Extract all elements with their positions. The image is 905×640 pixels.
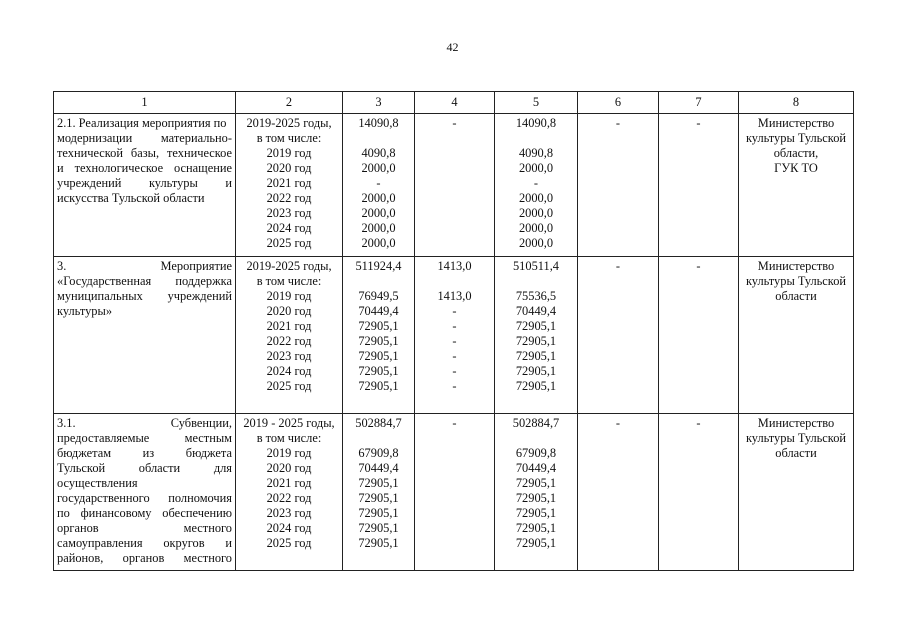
cell-line: 70449,4 (515, 461, 557, 475)
cell-line: 3.1. Субвенции, (57, 416, 232, 430)
cell-line: 72905,1 (515, 521, 557, 535)
cell-line: 2020 год (266, 461, 312, 475)
cell-line: технической базы, техническое (57, 146, 232, 160)
table-row (54, 414, 854, 571)
cell-line: 502884,7 (355, 416, 402, 430)
cell-line: области, (773, 146, 819, 160)
cell-line (346, 431, 411, 446)
cell-line: 2021 год (266, 476, 312, 490)
cell-line: 70449,4 (515, 304, 557, 318)
cell-line: культуры» (57, 304, 113, 318)
total-funding-cell (343, 257, 415, 414)
cell-line: Министерство (757, 116, 835, 130)
cell-line: 72905,1 (515, 506, 557, 520)
cell-line: культуры Тульской (745, 131, 847, 145)
federal-budget-cell (415, 257, 495, 414)
cell-line: 511924,4 (355, 259, 402, 273)
cell-line: 2023 год (266, 349, 312, 363)
cell-line: - (696, 259, 701, 273)
cell-line: 2019 год (266, 146, 312, 160)
cell-line: 72905,1 (358, 379, 399, 393)
cell-line: 2019 год (266, 289, 312, 303)
cell-line: 2019 год (266, 446, 312, 460)
cell-line: 70449,4 (358, 461, 399, 475)
cell-line: муниципальных учреждений (57, 289, 232, 303)
cell-line: Министерство (757, 259, 835, 273)
cell-line: - (452, 416, 457, 430)
cell-line: 72905,1 (358, 334, 399, 348)
cell-line: - (696, 416, 701, 430)
measure-name-cell (54, 414, 236, 571)
extrabudget-cell (659, 414, 739, 571)
cell-line (498, 274, 574, 289)
cell-line: 2.1. Реализация мероприятия по (57, 116, 227, 130)
cell-line: модернизации материально- (57, 131, 232, 145)
cell-line: 72905,1 (358, 506, 399, 520)
cell-line: 2020 год (266, 304, 312, 318)
local-budget-cell (578, 414, 659, 571)
cell-line: 2023 год (266, 506, 312, 520)
cell-line: 2023 год (266, 206, 312, 220)
period-cell (236, 114, 343, 257)
extrabudget-cell (659, 257, 739, 414)
cell-line: культуры Тульской (745, 431, 847, 445)
cell-line: - (452, 349, 457, 363)
cell-line: 2019 - 2025 годы, (243, 416, 335, 430)
cell-line: 2000,0 (518, 221, 554, 235)
cell-line: 2021 год (266, 176, 312, 190)
cell-line (498, 131, 574, 146)
cell-line: и технологическое оснащение (57, 161, 232, 175)
cell-line: 2024 год (266, 364, 312, 378)
cell-line: области (775, 446, 817, 460)
cell-line: - (452, 319, 457, 333)
table-row (54, 114, 854, 257)
cell-line: 2000,0 (361, 206, 396, 220)
measure-name-cell (54, 257, 236, 414)
cell-line: 72905,1 (515, 379, 557, 393)
cell-line: 72905,1 (515, 476, 557, 490)
cell-line: - (615, 416, 621, 430)
cell-line: 72905,1 (358, 476, 399, 490)
cell-line: 72905,1 (358, 364, 399, 378)
column-header: 5 (495, 92, 578, 114)
cell-line: 67909,8 (358, 446, 399, 460)
local-budget-cell (578, 257, 659, 414)
cell-line: 70449,4 (358, 304, 399, 318)
cell-line: - (376, 176, 381, 190)
cell-line: 72905,1 (358, 491, 399, 505)
cell-line: 72905,1 (515, 319, 557, 333)
cell-line (418, 274, 491, 289)
cell-line: 72905,1 (515, 334, 557, 348)
regional-budget-cell (495, 414, 578, 571)
cell-line: 67909,8 (515, 446, 557, 460)
cell-line: в том числе: (256, 131, 322, 145)
executor-cell (739, 414, 854, 571)
cell-line: 2025 год (266, 236, 312, 250)
column-header: 2 (236, 92, 343, 114)
cell-line: 2021 год (266, 319, 312, 333)
page-number: 42 (446, 40, 459, 54)
cell-line: - (452, 334, 457, 348)
cell-line: государственного полномочия (57, 491, 232, 505)
column-header: 4 (415, 92, 495, 114)
cell-line: 72905,1 (515, 536, 557, 550)
column-header: 8 (739, 92, 854, 114)
cell-line: 2019-2025 годы, (246, 259, 332, 273)
cell-line: осуществления (57, 476, 138, 490)
measure-name-cell (54, 114, 236, 257)
cell-line: культуры Тульской (745, 274, 847, 288)
period-cell (236, 414, 343, 571)
cell-line: 2022 год (266, 334, 312, 348)
cell-line: 4090,8 (518, 146, 554, 160)
cell-line: искусства Тульской области (57, 191, 205, 205)
column-header: 1 (54, 92, 236, 114)
cell-line: 2000,0 (361, 191, 396, 205)
cell-line: области (775, 289, 817, 303)
cell-line: - (452, 116, 457, 130)
cell-line: 2022 год (266, 191, 312, 205)
cell-line: Министерство (757, 416, 835, 430)
cell-line: 3. Мероприятие (57, 259, 232, 273)
cell-line: - (615, 259, 621, 273)
cell-line: «Государственная поддержка (57, 274, 232, 288)
cell-line: по финансовому обеспечению (57, 506, 232, 520)
cell-line: 2025 год (266, 536, 312, 550)
cell-line: 2024 год (266, 221, 312, 235)
cell-line: 72905,1 (515, 364, 557, 378)
cell-line: - (615, 116, 621, 130)
regional-budget-cell (495, 257, 578, 414)
federal-budget-cell (415, 414, 495, 571)
column-header: 3 (343, 92, 415, 114)
cell-line: в том числе: (256, 431, 322, 445)
column-header: 7 (659, 92, 739, 114)
cell-line: 72905,1 (358, 521, 399, 535)
cell-line: - (533, 176, 539, 190)
cell-line: 2000,0 (361, 236, 396, 250)
cell-line: 2000,0 (518, 236, 554, 250)
cell-line: бюджетам из бюджета (57, 446, 232, 460)
cell-line: Тульской области для (57, 461, 232, 475)
cell-line: 14090,8 (358, 116, 399, 130)
cell-line: 2024 год (266, 521, 312, 535)
cell-line: 14090,8 (515, 116, 557, 130)
cell-line: 2022 год (266, 491, 312, 505)
cell-line: ГУК ТО (774, 161, 818, 175)
cell-line: в том числе: (256, 274, 322, 288)
cell-line: - (452, 304, 457, 318)
period-cell (236, 257, 343, 414)
cell-line (346, 131, 411, 146)
cell-line: 2020 год (266, 161, 312, 175)
local-budget-cell (578, 114, 659, 257)
cell-line: - (452, 379, 457, 393)
federal-budget-cell (415, 114, 495, 257)
cell-line: 2000,0 (518, 206, 554, 220)
cell-line: самоуправления округов и (57, 536, 232, 550)
program-table (53, 91, 854, 571)
cell-line: 1413,0 (437, 259, 472, 273)
cell-line: 72905,1 (358, 349, 399, 363)
cell-line (346, 274, 411, 289)
cell-line: 502884,7 (512, 416, 560, 430)
cell-line: 72905,1 (515, 349, 557, 363)
cell-line: 510511,4 (512, 259, 559, 273)
cell-line: 2000,0 (361, 221, 396, 235)
cell-line: 76949,5 (358, 289, 399, 303)
cell-line: 2025 год (266, 379, 312, 393)
cell-line: органов местного (57, 521, 232, 535)
cell-line: 2000,0 (361, 161, 396, 175)
cell-line: 2000,0 (518, 161, 554, 175)
extrabudget-cell (659, 114, 739, 257)
column-header: 6 (578, 92, 659, 114)
cell-line: - (696, 116, 701, 130)
cell-line: - (452, 364, 457, 378)
total-funding-cell (343, 414, 415, 571)
cell-line: 4090,8 (361, 146, 396, 160)
executor-cell (739, 257, 854, 414)
cell-line: 1413,0 (437, 289, 472, 303)
cell-line: 2000,0 (518, 191, 554, 205)
executor-cell (739, 114, 854, 257)
table-row (54, 257, 854, 414)
cell-line: учреждений культуры и (57, 176, 232, 190)
cell-line: 72905,1 (515, 491, 557, 505)
cell-line: 72905,1 (358, 536, 399, 550)
cell-line (498, 431, 574, 446)
cell-line: районов, органов местного (57, 551, 232, 565)
cell-line: предоставляемые местным (57, 431, 232, 445)
cell-line: 72905,1 (358, 319, 399, 333)
cell-line: 75536,5 (515, 289, 557, 303)
regional-budget-cell (495, 114, 578, 257)
total-funding-cell (343, 114, 415, 257)
cell-line: 2019-2025 годы, (246, 116, 332, 130)
header-row (54, 92, 854, 114)
